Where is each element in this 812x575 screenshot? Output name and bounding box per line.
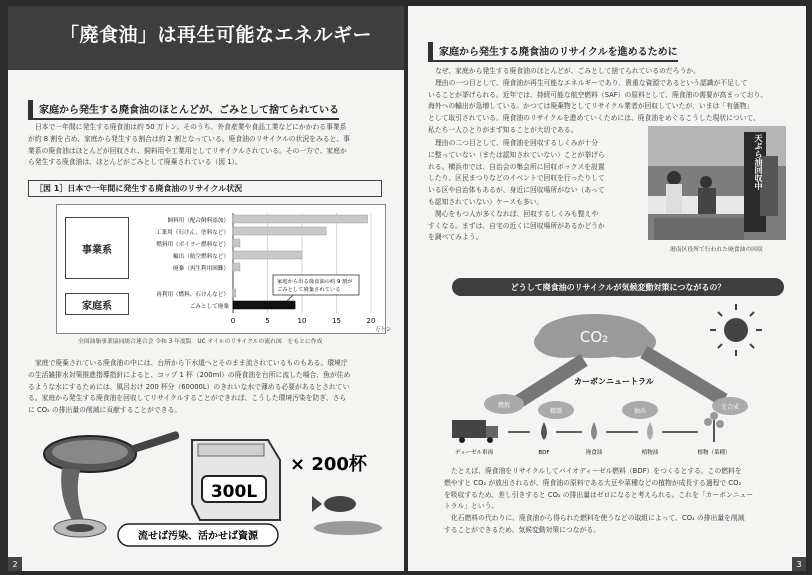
annotation-text: ごみとして廃棄されている [277, 287, 341, 293]
category-label: 燃料用（ボイラー燃料など） [156, 242, 229, 248]
tank-volume-label: 300L [210, 482, 258, 502]
text-line: 理由の一つ目として、廃食油が再生可能なエネルギーであり、貴重な資源であるという認識が不足して [435, 78, 748, 87]
text-line: に CO₂ の排出量の削減に貢献することができる。 [28, 406, 182, 415]
text-line: るような水にするためには、風呂おけ 200 杯分（60000L）のきれいな水で薄める必要があるとされてい [28, 382, 350, 391]
text-line: 私たち一人ひとりがまず知ることが大切である。 [428, 125, 578, 134]
text-line: 日本で一年間に発生する廃食油は約 50 万トン。そのうち、外食産業や食品工業などにかかわる事業系 [35, 123, 347, 131]
section-title: 家庭から発生する廃食油のほとんどが、ごみとして捨てられている [28, 100, 339, 120]
truck-icon [452, 420, 498, 443]
category-label: 再利用（燃料、石けんなど） [156, 292, 229, 298]
fish-icon [312, 496, 382, 535]
annotation-pointer [287, 295, 293, 301]
item-label: ディーゼル車両 [455, 450, 493, 456]
right-page [408, 6, 806, 571]
text-line: を調べてみよう。 [428, 233, 483, 242]
text-line: の生活雑排水対策推進指導指針によると、コップ 1 杯（200ml）の廃食油を台所に流した場合、魚が住め [28, 370, 351, 379]
text-line: 燃やすと CO₂ が放出されるが、廃食油の原料である大豆や菜種などの植物が成長する過程で CO₂ [444, 478, 742, 487]
slogan-text: 流せば汚染、活かせば資源 [138, 531, 258, 542]
rapeseed-plant-icon [704, 412, 724, 442]
bar [233, 239, 240, 247]
item-label: 廃食油 [585, 450, 603, 456]
bar [233, 215, 368, 223]
multiplier-label: × 200杯 [290, 454, 367, 475]
text-line: 理由の二つ目として、廃食油を回収するしくみが十分 [435, 139, 598, 147]
text-line: 関心をもつ人が多くなれば、回収するしくみも整えや [435, 209, 599, 218]
photo-caption: 港南区役所で行われた廃食油の回収 [670, 247, 763, 253]
waste-oil-illustration [22, 416, 404, 566]
category-label: 輸出（航空燃料など） [173, 254, 229, 260]
water-tank-icon [192, 440, 280, 520]
plant-oil-drop-icon [647, 422, 653, 440]
annotation-text: 家庭から出る廃食油の約 9 割が [277, 279, 353, 285]
bar [233, 289, 236, 297]
item-label: BDF [538, 450, 550, 456]
drain-icon [54, 519, 106, 537]
arrow-absorption [644, 352, 724, 400]
refine-label: 精製 [549, 408, 563, 415]
category-label: 飼料用（配合飼料添加） [167, 218, 229, 224]
recycling-chart [56, 204, 392, 334]
text-line: たとえば、廃食油をリサイクルしてバイオディーゼル燃料（BDF）をつくるとする。この燃料を [451, 467, 742, 475]
carbon-cycle-diagram [444, 302, 788, 462]
text-line: として取引されている。廃食油のリサイクルを進めていくためには、廃食油をめぐるこうした現状について、 [428, 114, 760, 123]
photosynthesis-label: 光合成 [720, 404, 740, 411]
title-banner [8, 6, 404, 70]
section-title: 家庭から発生する廃食油のリサイクルを進めるために [428, 42, 678, 62]
bar [233, 301, 295, 309]
diagram-title: どうして廃食油のリサイクルが気候変動対策につながるの？ [452, 278, 784, 296]
bdf-drop-icon [541, 422, 547, 440]
sun-icon [710, 304, 762, 356]
page-title: 「廃食油」は再生可能なエネルギー [60, 24, 373, 46]
left-page [8, 6, 404, 571]
text-line: 海外への輸出が急増している。かつては廃棄物としてリサイクル業者が回収していたが、いまは「有価物」 [428, 102, 754, 111]
group-label-household: 家庭系 [65, 293, 129, 315]
frying-pan-icon [44, 431, 180, 520]
category-label: 廃棄（再生利用困難） [173, 266, 229, 272]
source-note: 全国油脂事業協同組合連合会 令和 3 年度版 UC オイルのリサイクルの流れ図 をもとに作成 [78, 339, 323, 345]
text-line: いることが挙げられる。近年では、持続可能な航空燃料（SAF）の原料として、廃食油の需要が高まっており、 [428, 90, 768, 99]
text-line: すくなる。まずは、自宅の近くに回収場所があるかどうか [428, 221, 605, 230]
waste-oil-drop-icon [591, 422, 597, 440]
axis-unit-label: 万トン [375, 327, 392, 333]
text-line: に整っていない（または認知されていない）ことが挙げら [428, 150, 605, 159]
text-line: れる。横浜市では、自治会の集会所に回収ボックスを設置 [428, 162, 605, 171]
carbon-neutral-paragraph [444, 466, 790, 537]
item-label: 植物（菜種） [697, 450, 731, 456]
tick-label: 0 [230, 317, 236, 325]
text-line: いる区や自治体もあるが、身近に回収場所がない（あって [428, 186, 605, 195]
item-label: 植物油 [641, 450, 659, 456]
extract-label: 抽出 [633, 408, 647, 415]
co2-label: CO₂ [579, 328, 609, 346]
tick-label: 15 [332, 317, 341, 325]
text-line: る。家庭から発生する廃食油を回収してリサイクルすることができれば、こうした環境汚染を防ぎ、さら [28, 394, 347, 403]
intro-paragraph [28, 122, 384, 169]
photo-banner-text: 天ぷら油回収中 [754, 134, 763, 190]
tick-label: 10 [297, 317, 307, 325]
text-line: なぜ、家庭から発生する廃食油のほとんどが、ごみとして捨てられているのだろうか。 [435, 67, 700, 75]
text-line: ら発生する廃食油は、ほとんどがごみとして廃棄されている（図 1）。 [28, 158, 242, 167]
page-number: 3 [792, 557, 806, 571]
bar [233, 251, 302, 259]
text-line: も認知されていない）ケースも多い。 [428, 197, 544, 206]
photo-scene [648, 126, 786, 240]
text-line: トラル」という。 [444, 502, 499, 511]
bar [233, 263, 240, 271]
page-number: 2 [8, 557, 22, 571]
combustion-label: 燃焼 [497, 402, 511, 409]
text-line: を吸収するため、差し引きすると CO₂ の排出量はゼロになると考えられる。これを「カーボンニュー [444, 490, 754, 499]
bar [233, 227, 326, 235]
body-paragraph [28, 358, 384, 417]
category-label: ごみとして廃棄 [189, 304, 229, 310]
figure-title: ［図 1］日本で一年間に発生する廃食油のリサイクル状況 [28, 180, 382, 197]
category-label: 工業用（石けん、塗料など） [155, 230, 229, 236]
tick-label: 20 [366, 317, 376, 325]
carbon-neutral-label: カーボンニュートラル [574, 377, 654, 386]
group-label-business: 事業系 [65, 217, 129, 279]
chart-svg [57, 205, 392, 333]
text-line: 業系の廃食油はほとんどが回収され、飼料用や工業用としてリサイクルされている。その一方で、家庭か [28, 146, 347, 155]
text-line: が約 8 割を占め、家庭から発生する割合は約 2 割となっている。廃食油のリサイクルの状況をみると、事 [28, 134, 350, 143]
collection-paragraph [428, 138, 640, 244]
text-line: 家庭で廃棄されている廃食油の中には、台所から下水道へとそのまま流されているものもある。環境庁 [35, 359, 348, 367]
text-line: 化石燃料の代わりに、廃食油から得られた燃料を使うなどの取組によって、CO₂ の排出量を削減 [451, 514, 745, 523]
collection-photo [648, 126, 786, 240]
tick-label: 5 [265, 317, 270, 325]
text-line: したり、区民まつりなどのイベントで回収を行ったりして [428, 174, 605, 183]
text-line: することができるため、気候変動対策につながる。 [444, 525, 600, 534]
